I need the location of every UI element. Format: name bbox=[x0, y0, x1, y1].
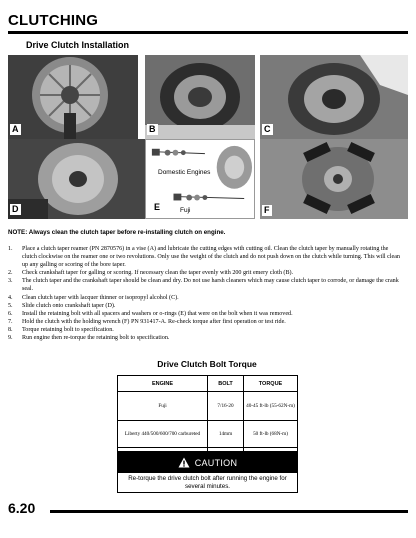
step-item: 9. Run engine then re-torque the retaining bolt to specification. bbox=[8, 335, 170, 342]
header-engine: ENGINE bbox=[118, 376, 208, 392]
step-item: 8. Torque retaining bolt to specification. bbox=[8, 326, 114, 333]
table-row bbox=[118, 392, 298, 421]
chapter-header bbox=[8, 12, 408, 34]
step-item: 4. Clean clutch taper with lacquer thinner or isopropyl alcohol (C). bbox=[8, 294, 179, 301]
step-item: 1. Place a clutch taper reamer (PN 2870576) in a vise (A) and lubricate the cutting edges with cutting oil. Clean the clutch taper by manually rotating the clutch clockwise on the reamer one or two revolutions. Only use the weight of the clutch and do not push down on the clutch while turning. This will clean up any galling or scoring of the bore taper. bbox=[8, 246, 400, 269]
photo-b-crankshaft-taper bbox=[145, 55, 255, 139]
step-item: 2. Check crankshaft taper for galling or scoring. If necessary clean the taper evenly with 200 grit emery cloth (B). bbox=[8, 270, 294, 277]
cell-engine: Liberty 440/500/600/700 carbureted bbox=[118, 421, 208, 448]
header-rule bbox=[8, 31, 408, 34]
header-bolt: BOLT bbox=[208, 376, 244, 392]
photo-f-holding-wrench bbox=[260, 139, 408, 219]
table-row bbox=[118, 421, 298, 448]
step-item: 5. Slide clutch onto crankshaft taper (D). bbox=[8, 302, 116, 309]
warning-triangle-icon bbox=[178, 457, 190, 468]
section-title: Drive Clutch Installation bbox=[26, 40, 130, 50]
page-number: 6.20 bbox=[8, 500, 36, 516]
caution-text: Re-torque the drive clutch bolt after running the engine for several minutes. bbox=[128, 475, 287, 490]
page-footer bbox=[8, 500, 408, 516]
torque-table-header-row bbox=[118, 376, 298, 392]
photo-d-clutch-on-crankshaft bbox=[8, 139, 145, 219]
cell-torque: 50 ft-lb (68N-m) bbox=[244, 421, 298, 448]
cell-engine: Fuji bbox=[118, 392, 208, 421]
torque-table-title: Drive Clutch Bolt Torque bbox=[157, 359, 257, 369]
photo-c-cleaning-taper bbox=[260, 55, 408, 139]
step-item: 7. Hold the clutch with the holding wrench (F) PN 931417-A. Re-check torque after first operation or test ride. bbox=[8, 318, 286, 325]
photo-a-clutch-on-reamer bbox=[8, 55, 138, 139]
photo-e-label: E bbox=[154, 202, 161, 212]
step-item: 3. The clutch taper and the crankshaft taper should be clean and dry. Do not use harsh cleaners which may cause clutch taper to corrode, or damage the crank seal. bbox=[8, 278, 399, 293]
footer-rule bbox=[50, 510, 408, 513]
cell-bolt: 14mm bbox=[208, 421, 244, 448]
photo-e-bolt-spacers bbox=[145, 139, 255, 219]
caution-box bbox=[117, 451, 298, 493]
photo-e-caption-domestic: Domestic Engines bbox=[158, 169, 211, 176]
step-item: 6. Install the retaining bolt with all spacers and washers or o-rings (E) that were on the bolt when it was removed. bbox=[8, 310, 293, 317]
caution-heading: CAUTION bbox=[194, 457, 238, 468]
caution-header bbox=[118, 452, 297, 473]
photo-f-label: F bbox=[264, 205, 270, 215]
torque-table bbox=[117, 375, 298, 461]
photo-b-label: B bbox=[149, 124, 156, 134]
photo-d-label: D bbox=[12, 204, 19, 214]
chapter-title: CLUTCHING bbox=[8, 12, 99, 29]
cell-bolt: 7/16-20 bbox=[208, 392, 244, 421]
header-torque: TORQUE bbox=[244, 376, 298, 392]
installation-note: NOTE: Always clean the clutch taper before re-installing clutch on engine. bbox=[8, 229, 226, 236]
installation-steps bbox=[8, 245, 404, 342]
photo-a-label: A bbox=[12, 124, 19, 134]
photo-e-caption-fuji: Fuji bbox=[180, 207, 191, 214]
photo-c-label: C bbox=[264, 124, 271, 134]
cell-torque: 40-45 ft-lb (55-62N-m) bbox=[244, 392, 298, 421]
